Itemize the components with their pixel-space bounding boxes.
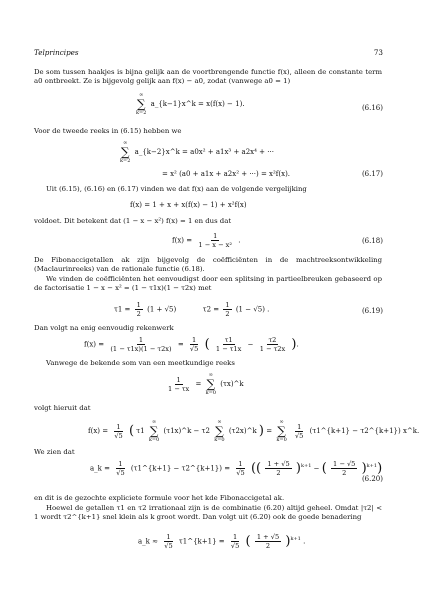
paragraph-3: Uit (6.15), (6.16) en (6.17) vinden we dat f(x) aan de volgende vergelijking [46, 185, 307, 193]
equation-6-18: f(x) = $\frac{1}{\text{1 − x − x²}}$ . [172, 232, 241, 249]
equation-f: f(x) = 1 + x + x(f(x) − 1) + x²f(x) [130, 201, 247, 209]
paragraph-11: en dit is de gezochte expliciete formule voor het kde Fibonaccigetal ak. [34, 494, 285, 502]
eq-number-6-17: (6.17) [361, 170, 383, 178]
running-title: Telprincipes [34, 48, 79, 57]
paragraph-10: We zien dat [34, 448, 75, 456]
equation-6-20: a_k = $\frac{1}{√5}$ (τ1^{k+1} − τ2^{k+1}) = $\frac{1}{√5}$ (( $\frac{1 + √5}{2}$ )$^{k+1}$ − ( $\frac{1 - √5}{2}$ )$^{k+1}$) [90, 460, 383, 477]
equation-6-16: ∞ ∑ k=2 a_{k−1}x^k = x(f(x) − 1). [136, 92, 245, 116]
paragraph-2: Voor de tweede reeks in (6.15) hebben we [34, 127, 182, 135]
eq-number-6-18: (6.18) [361, 237, 383, 245]
paragraph-8: Vanwege de bekende som van een meetkundige reeks [46, 359, 235, 367]
equation-partial-fractions: f(x) = $\frac{1}{(1 - \tau 1x)(1 - \tau 2x)}$ = $\frac{1}{√5}$ ( $\frac{\tau 1}{1 - \tau 1x}$ − $\frac{\tau 2}{1 - \tau 2x}$ ). [84, 336, 299, 353]
paragraph-1: De som tussen haakjes is bijna gelijk aan de voortbrengende functie f(x), alleen de constante term a0 ontbreekt. Ze is bijgevolg gelijk aan f(x) − a0, zodat (vanwege a0 = 1) [34, 68, 382, 86]
eq-number-6-20: (6.20) [361, 475, 383, 483]
page-header [34, 48, 383, 60]
paragraph-6: We vinden de coëfficiënten het eenvoudigst door een splitsing in partieelbreuken gebaseerd op de factorisatie 1 − x − x² = (1 − τ1x)(1 − τ2x) met [34, 275, 382, 293]
paragraph-9: volgt hieruit dat [34, 404, 91, 412]
paragraph-4: voldoet. Dit betekent dat (1 − x − x²) f(x) = 1 en dus dat [34, 217, 232, 225]
equation-6-17-line1: ∞ ∑ k=2 a_{k−2}x^k = a0x² + a1x³ + a2x⁴ + ··· [120, 140, 274, 164]
equation-f-expansion: f(x) = $\frac{1}{√5}$ ( τ1 ∞ ∑ k=0 (τ1x)^k − τ2 ∞ ∑ k=0 (τ2x)^k ) = ∞ ∑ k=0 $\frac{1}{√5}$ (τ1^{k+1} − τ2^{k+1}) x^k. [88, 419, 420, 443]
eq-number-6-16: (6.16) [361, 104, 383, 112]
paragraph-7: Dan volgt na enig eenvoudig rekenwerk [34, 324, 174, 332]
paragraph-12: Hoewel de getallen τ1 en τ2 irrationaal zijn is de combinatie (6.20) altijd geheel. Omdat |τ2| < 1 wordt τ2^{k+1} snel klein als k groot wordt. Dan volgt uit (6.20) ook de goede benadering [34, 504, 382, 522]
eq-number-6-19: (6.19) [361, 307, 383, 315]
page-number: 73 [373, 48, 383, 57]
equation-approximation: a_k ≈ $\frac{1}{√5}$ τ1^{k+1} = $\frac{1}{√5}$ ( $\frac{1 + √5}{2}$ )$^{k+1}$ . [138, 533, 306, 550]
equation-6-17-line2: = x² (a0 + a1x + a2x² + ···) = x²f(x). [162, 170, 291, 178]
paragraph-5: De Fibonaccigetallen ak zijn bijgevolg de coëfficiënten in de machtreeksontwikkeling (Maclaurinreeks) van de rationale functie (6.18). [34, 256, 382, 274]
equation-6-19: τ1 = $\frac{1}{2}$ (1 + √5) τ2 = $\frac{1}{2}$ (1 − √5) . [114, 301, 270, 318]
equation-geometric-series: $\frac{1}{1 - \tau x}$ = ∞ ∑ k=0 (τx)^k [168, 372, 244, 396]
